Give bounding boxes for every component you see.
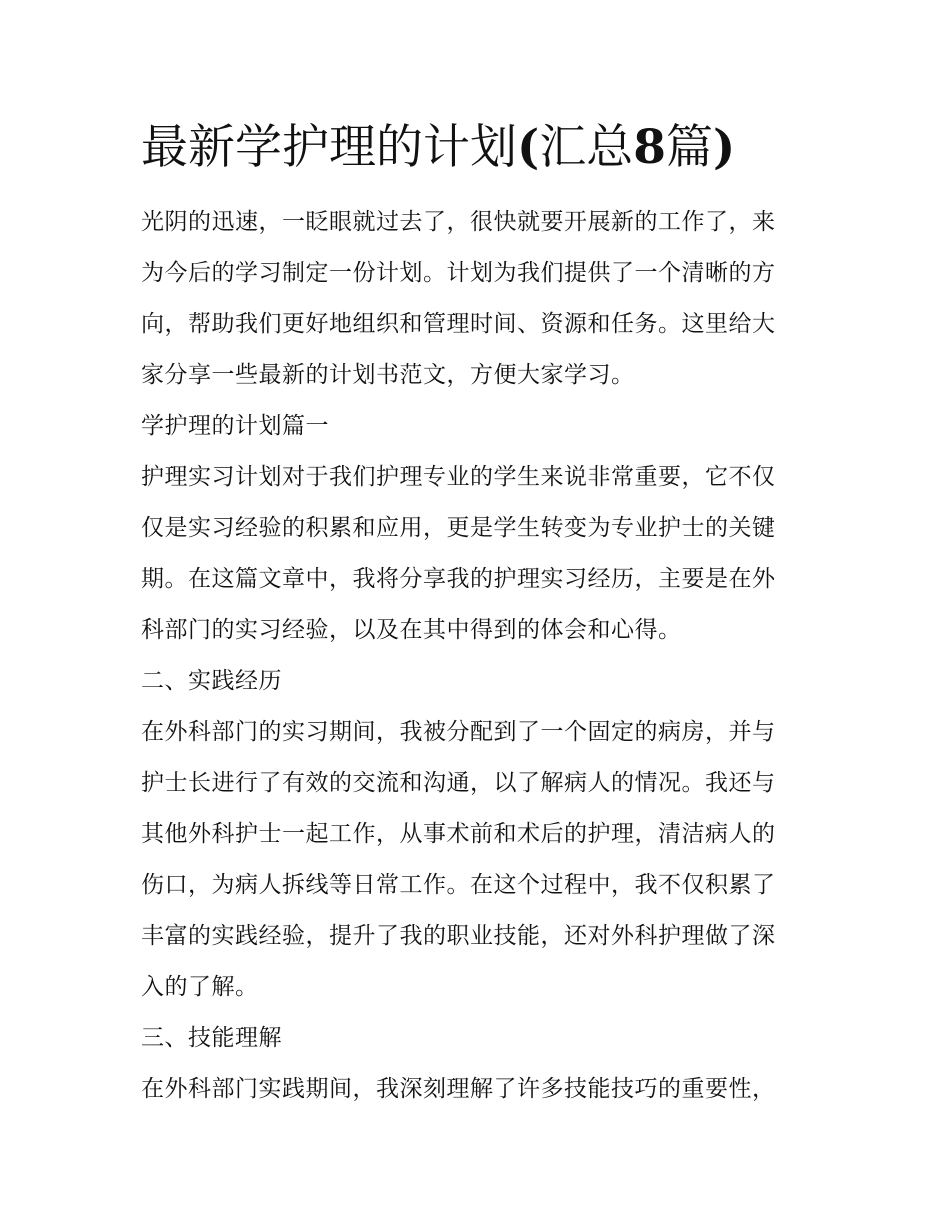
title-main: 最新学护理的计划 <box>141 120 517 175</box>
subsection-heading: 三、技能理解 <box>141 1025 282 1051</box>
document-content <box>141 118 821 1115</box>
paragraph-line: 护理实习计划对于我们护理专业的学生来说非常重要，它不仅 <box>141 464 776 490</box>
paragraph-line: 在外科部门的实习期间，我被分配到了一个固定的病房，并与 <box>141 719 776 745</box>
intro-line: 光阴的迅速，一眨眼就过去了，很快就要开展新的工作了，来 <box>141 209 776 235</box>
paragraph-line: 伤口，为病人拆线等日常工作。在这个过程中，我不仅积累了 <box>141 872 776 898</box>
title-paren-open: ( <box>517 120 540 175</box>
intro-line: 向，帮助我们更好地组织和管理时间、资源和任务。这里给大 <box>141 311 776 337</box>
document-title <box>141 118 821 178</box>
title-count: 8 <box>633 120 666 175</box>
subsection-heading: 二、实践经历 <box>141 668 282 694</box>
intro-line: 家分享一些最新的计划书范文，方便大家学习。 <box>141 362 635 388</box>
title-unit: 篇 <box>665 120 713 175</box>
title-paren-close: ) <box>712 120 736 175</box>
title-summary: 汇总 <box>539 120 634 175</box>
paragraph-line: 其他外科护士一起工作，从事术前和术后的护理，清洁病人的 <box>141 821 776 847</box>
paragraph-line: 科部门的实习经验，以及在其中得到的体会和心得。 <box>141 617 682 643</box>
paragraph-line: 在外科部门实践期间，我深刻理解了许多技能技巧的重要性， <box>141 1076 776 1102</box>
intro-line: 为今后的学习制定一份计划。计划为我们提供了一个清晰的方 <box>141 260 776 286</box>
paragraph-line: 期。在这篇文章中，我将分享我的护理实习经历，主要是在外 <box>141 566 776 592</box>
paragraph-line: 仅是实习经验的积累和应用，更是学生转变为专业护士的关键 <box>141 515 776 541</box>
paragraph-line: 入的了解。 <box>141 974 259 1000</box>
document-body <box>141 197 821 1115</box>
section-heading: 学护理的计划篇一 <box>141 413 329 439</box>
paragraph-line: 护士长进行了有效的交流和沟通，以了解病人的情况。我还与 <box>141 770 776 796</box>
paragraph-line: 丰富的实践经验，提升了我的职业技能，还对外科护理做了深 <box>141 923 776 949</box>
